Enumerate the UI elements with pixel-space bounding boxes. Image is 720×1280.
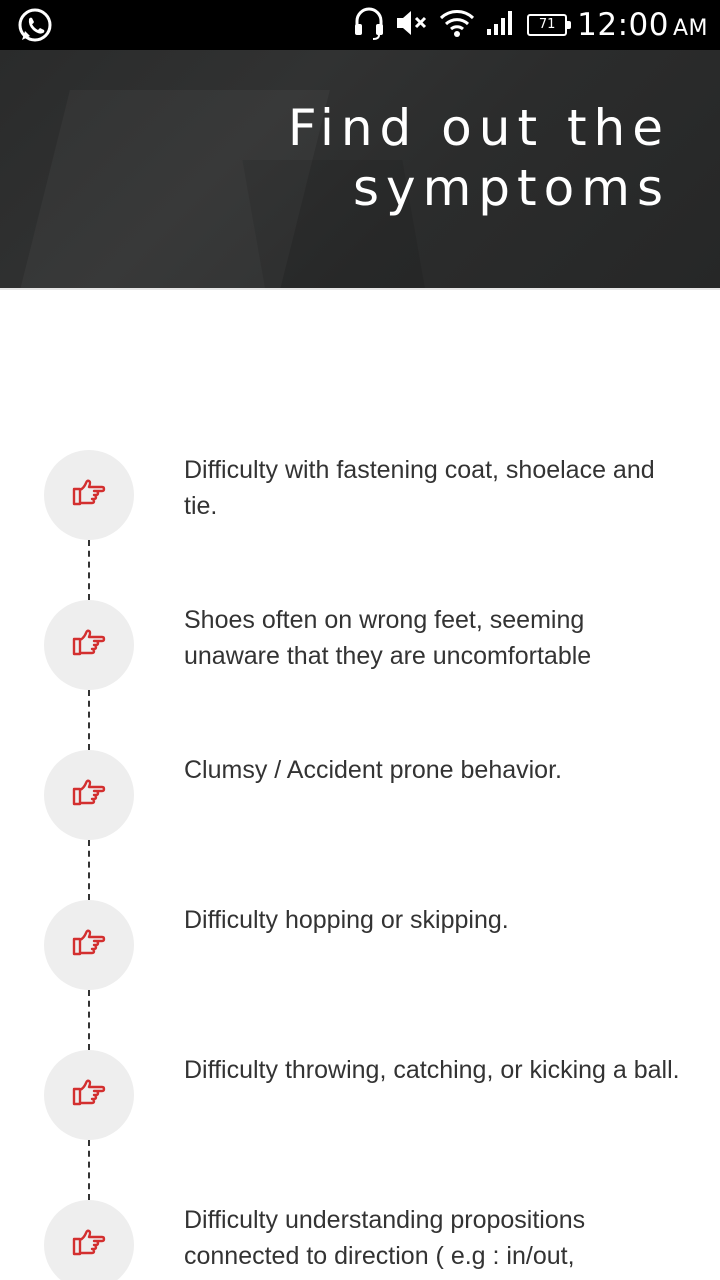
timeline-connector [88,1140,90,1200]
page-title-line2: symptoms [352,159,670,217]
pointing-hand-icon [72,778,106,813]
timeline-bubble [44,600,134,690]
symptom-text: Difficulty throwing, catching, or kicking a ball. [184,1056,680,1084]
timeline-item [0,1050,720,1200]
symptom-text: Difficulty with fastening coat, shoelace and tie. [184,456,655,520]
pointing-hand-icon [72,1078,106,1113]
pointing-hand-icon [72,628,106,663]
clock [577,7,708,43]
header-banner [0,50,720,288]
clock-time: 12:00 [577,7,669,43]
timeline-item [0,750,720,900]
timeline-connector [88,540,90,600]
timeline-bubble [44,450,134,540]
timeline-item [0,450,720,600]
symptom-text: Difficulty understanding propositions connected to direction ( e.g : in/out, [184,1206,586,1270]
pointing-hand-icon [72,928,106,963]
timeline-item [0,900,720,1050]
timeline-connector [88,690,90,750]
status-bar [0,0,720,50]
timeline-connector [88,840,90,900]
page-title-line1: Find out the [287,99,670,157]
timeline-item [0,1200,720,1280]
timeline-item [0,600,720,750]
battery-icon [527,14,567,36]
symptom-text: Difficulty hopping or skipping. [184,906,509,934]
clock-ampm: AM [672,16,708,41]
wifi-icon [439,8,475,43]
timeline-bubble [44,900,134,990]
header-divider [0,288,720,290]
status-icons [353,0,708,50]
symptom-text: Clumsy / Accident prone behavior. [184,756,562,784]
muted-speaker-icon [395,8,429,43]
whatsapp-icon[interactable] [16,7,54,45]
timeline-connector [88,990,90,1050]
pointing-hand-icon [72,1228,106,1263]
page-title [150,98,670,218]
battery-level: 71 [538,17,556,32]
symptom-text: Shoes often on wrong feet, seeming unaware that they are uncomfortable [184,606,592,670]
timeline-bubble [44,1050,134,1140]
pointing-hand-icon [72,478,106,513]
signal-icon [485,8,517,43]
timeline-bubble [44,750,134,840]
timeline-bubble [44,1200,134,1280]
headset-icon [353,6,385,45]
